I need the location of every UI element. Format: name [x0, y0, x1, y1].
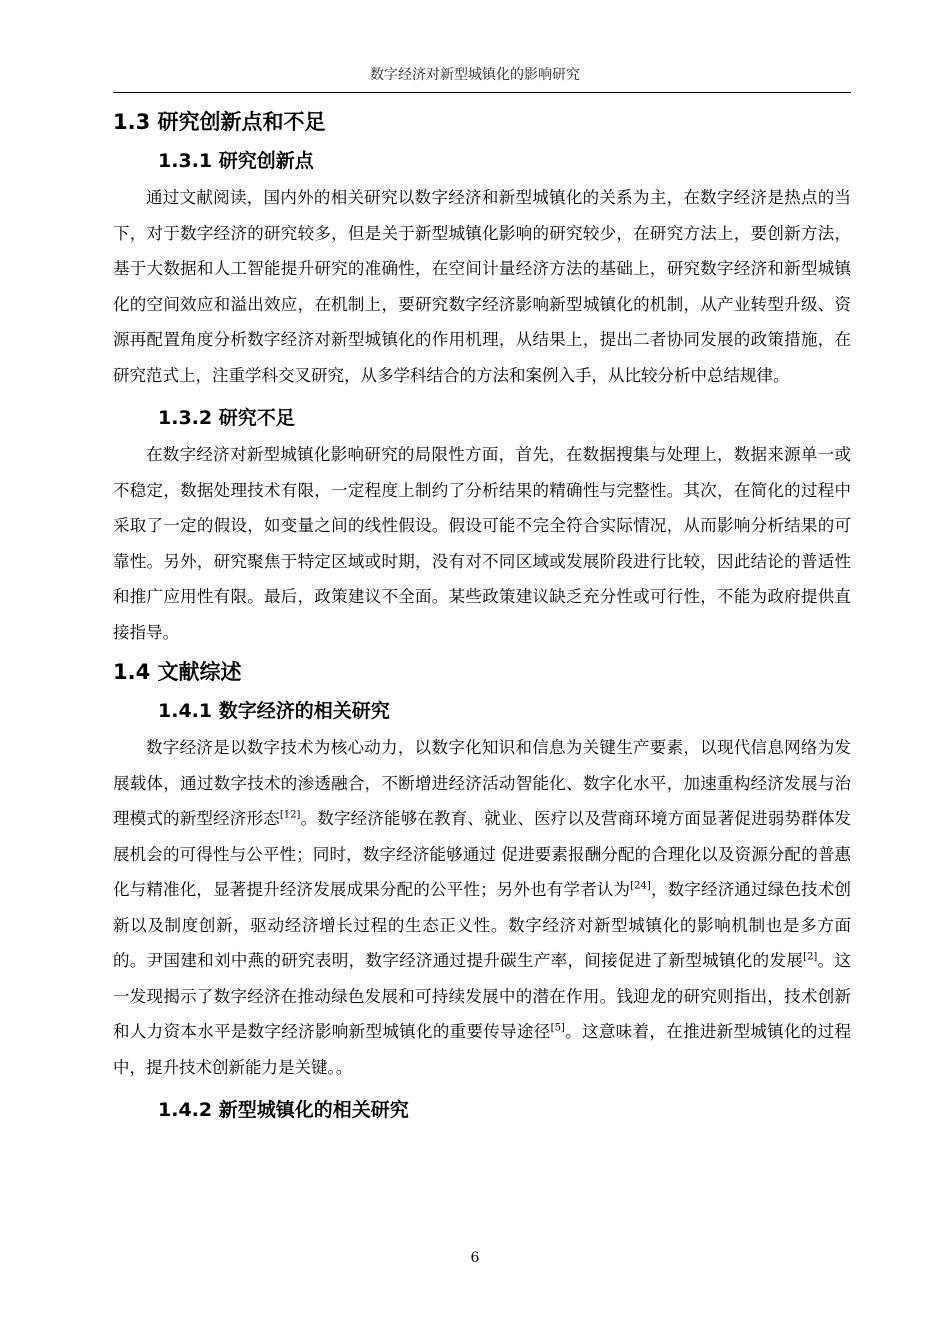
- citation-ref: [24]: [630, 880, 651, 892]
- section-heading-1-3: 1.3 研究创新点和不足: [113, 110, 326, 134]
- subsection-heading-1-3-1: 1.3.1 研究创新点: [158, 150, 314, 172]
- citation-ref: [2]: [803, 951, 818, 963]
- text-run: 。数字经济能够在教育、就业、医疗以及营商环境方面显著促进弱势群体发展机会的可得性与公平性；同时，数字经济能够通过 促进要素报酬分配的合理化以及资源分配的普惠化与精准化，显著提升经济发展成果分配的公平性；另外也有学者认为: [113, 809, 852, 899]
- text-run: 。这一发现揭示了数字经济在推动绿色发展和可持续发展中的潜在作用。钱迎龙的研究则指出，技术创新和人力资本水平是数字经济影响新型城镇化的重要传导途径: [113, 951, 852, 1041]
- paragraph-limitations: 在数字经济对新型城镇化影响研究的局限性方面，首先，在数据搜集与处理上，数据来源单一或不稳定，数据处理技术有限，一定程度上制约了分析结果的精确性与完整性。其次，在简化的过程中采取了一定的假设，如变量之间的线性假设。假设可能不完全符合实际情况，从而影响分析结果的可靠性。另外，研究聚焦于特定区域或时期，没有对不同区域或发展阶段进行比较，因此结论的普适性和推广应用性有限。最后，政策建议不全面。某些政策建议缺乏充分性或可行性，不能为政府提供直接指导。: [113, 445, 851, 642]
- subsection-heading-1-4-1: 1.4.1 数字经济的相关研究: [158, 700, 390, 722]
- text-run: 。这意味着，在推进新型城镇化的过程中，提升技术创新能力是关键。。: [113, 1022, 852, 1077]
- page-number: 6: [470, 1250, 480, 1266]
- text-run: 数字经济是以数字技术为核心动力，以数字化知识和信息为关键生产要素，以现代信息网络为发展载体，通过数字技术的渗透融合，不断增进经济活动智能化、数字化水平，加速重构经济发展与治理模式的新型经济形态: [113, 738, 851, 828]
- citation-ref: [5]: [550, 1022, 565, 1034]
- section-heading-1-4: 1.4 文献综述: [113, 660, 242, 684]
- text-run: ，数字经济通过绿色技术创新以及制度创新，驱动经济增长过程的生态正义性。数字经济对新型城镇化的影响机制也是多方面的。尹国建和刘中燕的研究表明，数字经济通过提升碳生产率，间接促进了新型城镇化的发展: [113, 880, 852, 970]
- subsection-heading-1-3-2: 1.3.2 研究不足: [158, 407, 295, 429]
- citation-ref: [12]: [279, 809, 301, 821]
- running-header: 数字经济对新型城镇化的影响研究: [370, 67, 580, 83]
- paragraph-digital-economy: [113, 730, 851, 1085]
- subsection-heading-1-4-2: 1.4.2 新型城镇化的相关研究: [158, 1099, 409, 1121]
- paragraph-innovation: 通过文献阅读，国内外的相关研究以数字经济和新型城镇化的关系为主，在数字经济是热点的当下，对于数字经济的研究较多，但是关于新型城镇化影响的研究较少，在研究方法上，要创新方法，基于大数据和人工智能提升研究的准确性，在空间计量经济方法的基础上，研究数字经济和新型城镇化的空间效应和溢出效应，在机制上，要研究数字经济影响新型城镇化的机制，从产业转型升级、资源再配置角度分析数字经济对新型城镇化的作用机理，从结果上，提出二者协同发展的政策措施，在研究范式上，注重学科交叉研究，从多学科结合的方法和案例入手，从比较分析中总结规律。: [113, 188, 851, 385]
- page-content: [113, 100, 851, 1129]
- header-rule: [113, 92, 851, 93]
